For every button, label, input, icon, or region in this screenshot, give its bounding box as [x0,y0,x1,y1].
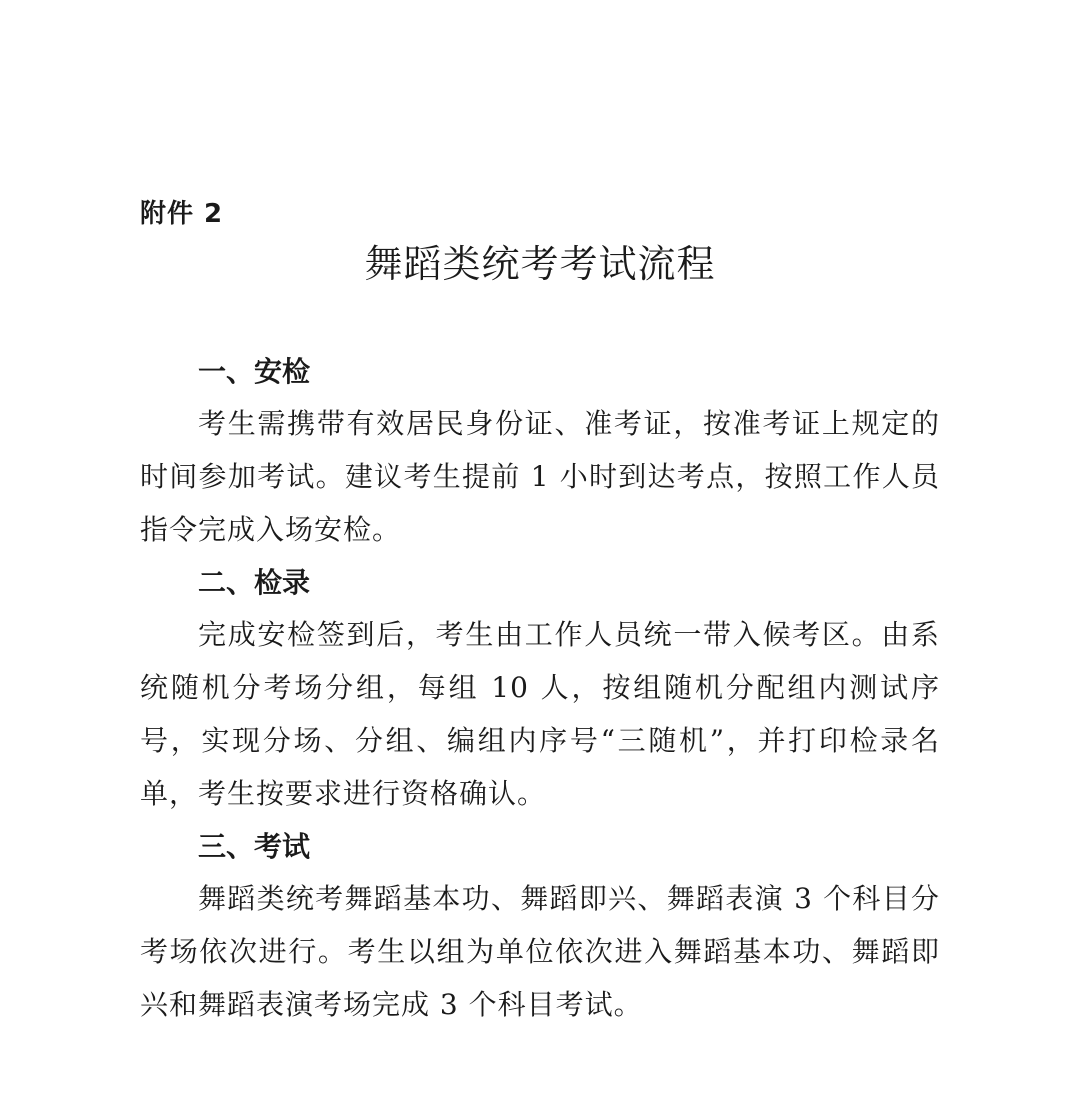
document-content [140,347,940,1031]
section-paragraph: 完成安检签到后，考生由工作人员统一带入候考区。由系统随机分考场分组，每组 10 人，按组随机分配组内测试序号，实现分场、分组、编组内序号“三随机”，并打印检录名单，考生按要求进行资格确认。 [140,618,940,810]
section-security-check [140,347,940,556]
section-paragraph: 舞蹈类统考舞蹈基本功、舞蹈即兴、舞蹈表演 3 个科目分考场依次进行。考生以组为单位依次进入舞蹈基本功、舞蹈即兴和舞蹈表演考场完成 3 个科目考试。 [140,882,940,1021]
section-heading: 三、考试 [198,830,311,863]
section-exam [140,822,940,1031]
section-heading: 一、安检 [198,355,311,388]
section-paragraph: 考生需携带有效居民身份证、准考证，按准考证上规定的时间参加考试。建议考生提前 1 小时到达考点，按照工作人员指令完成入场安检。 [140,407,940,546]
attachment-label: 附件 2 [140,199,224,229]
section-check-in [140,558,940,820]
section-heading: 二、检录 [198,566,311,599]
document-title: 舞蹈类统考考试流程 [364,242,716,286]
